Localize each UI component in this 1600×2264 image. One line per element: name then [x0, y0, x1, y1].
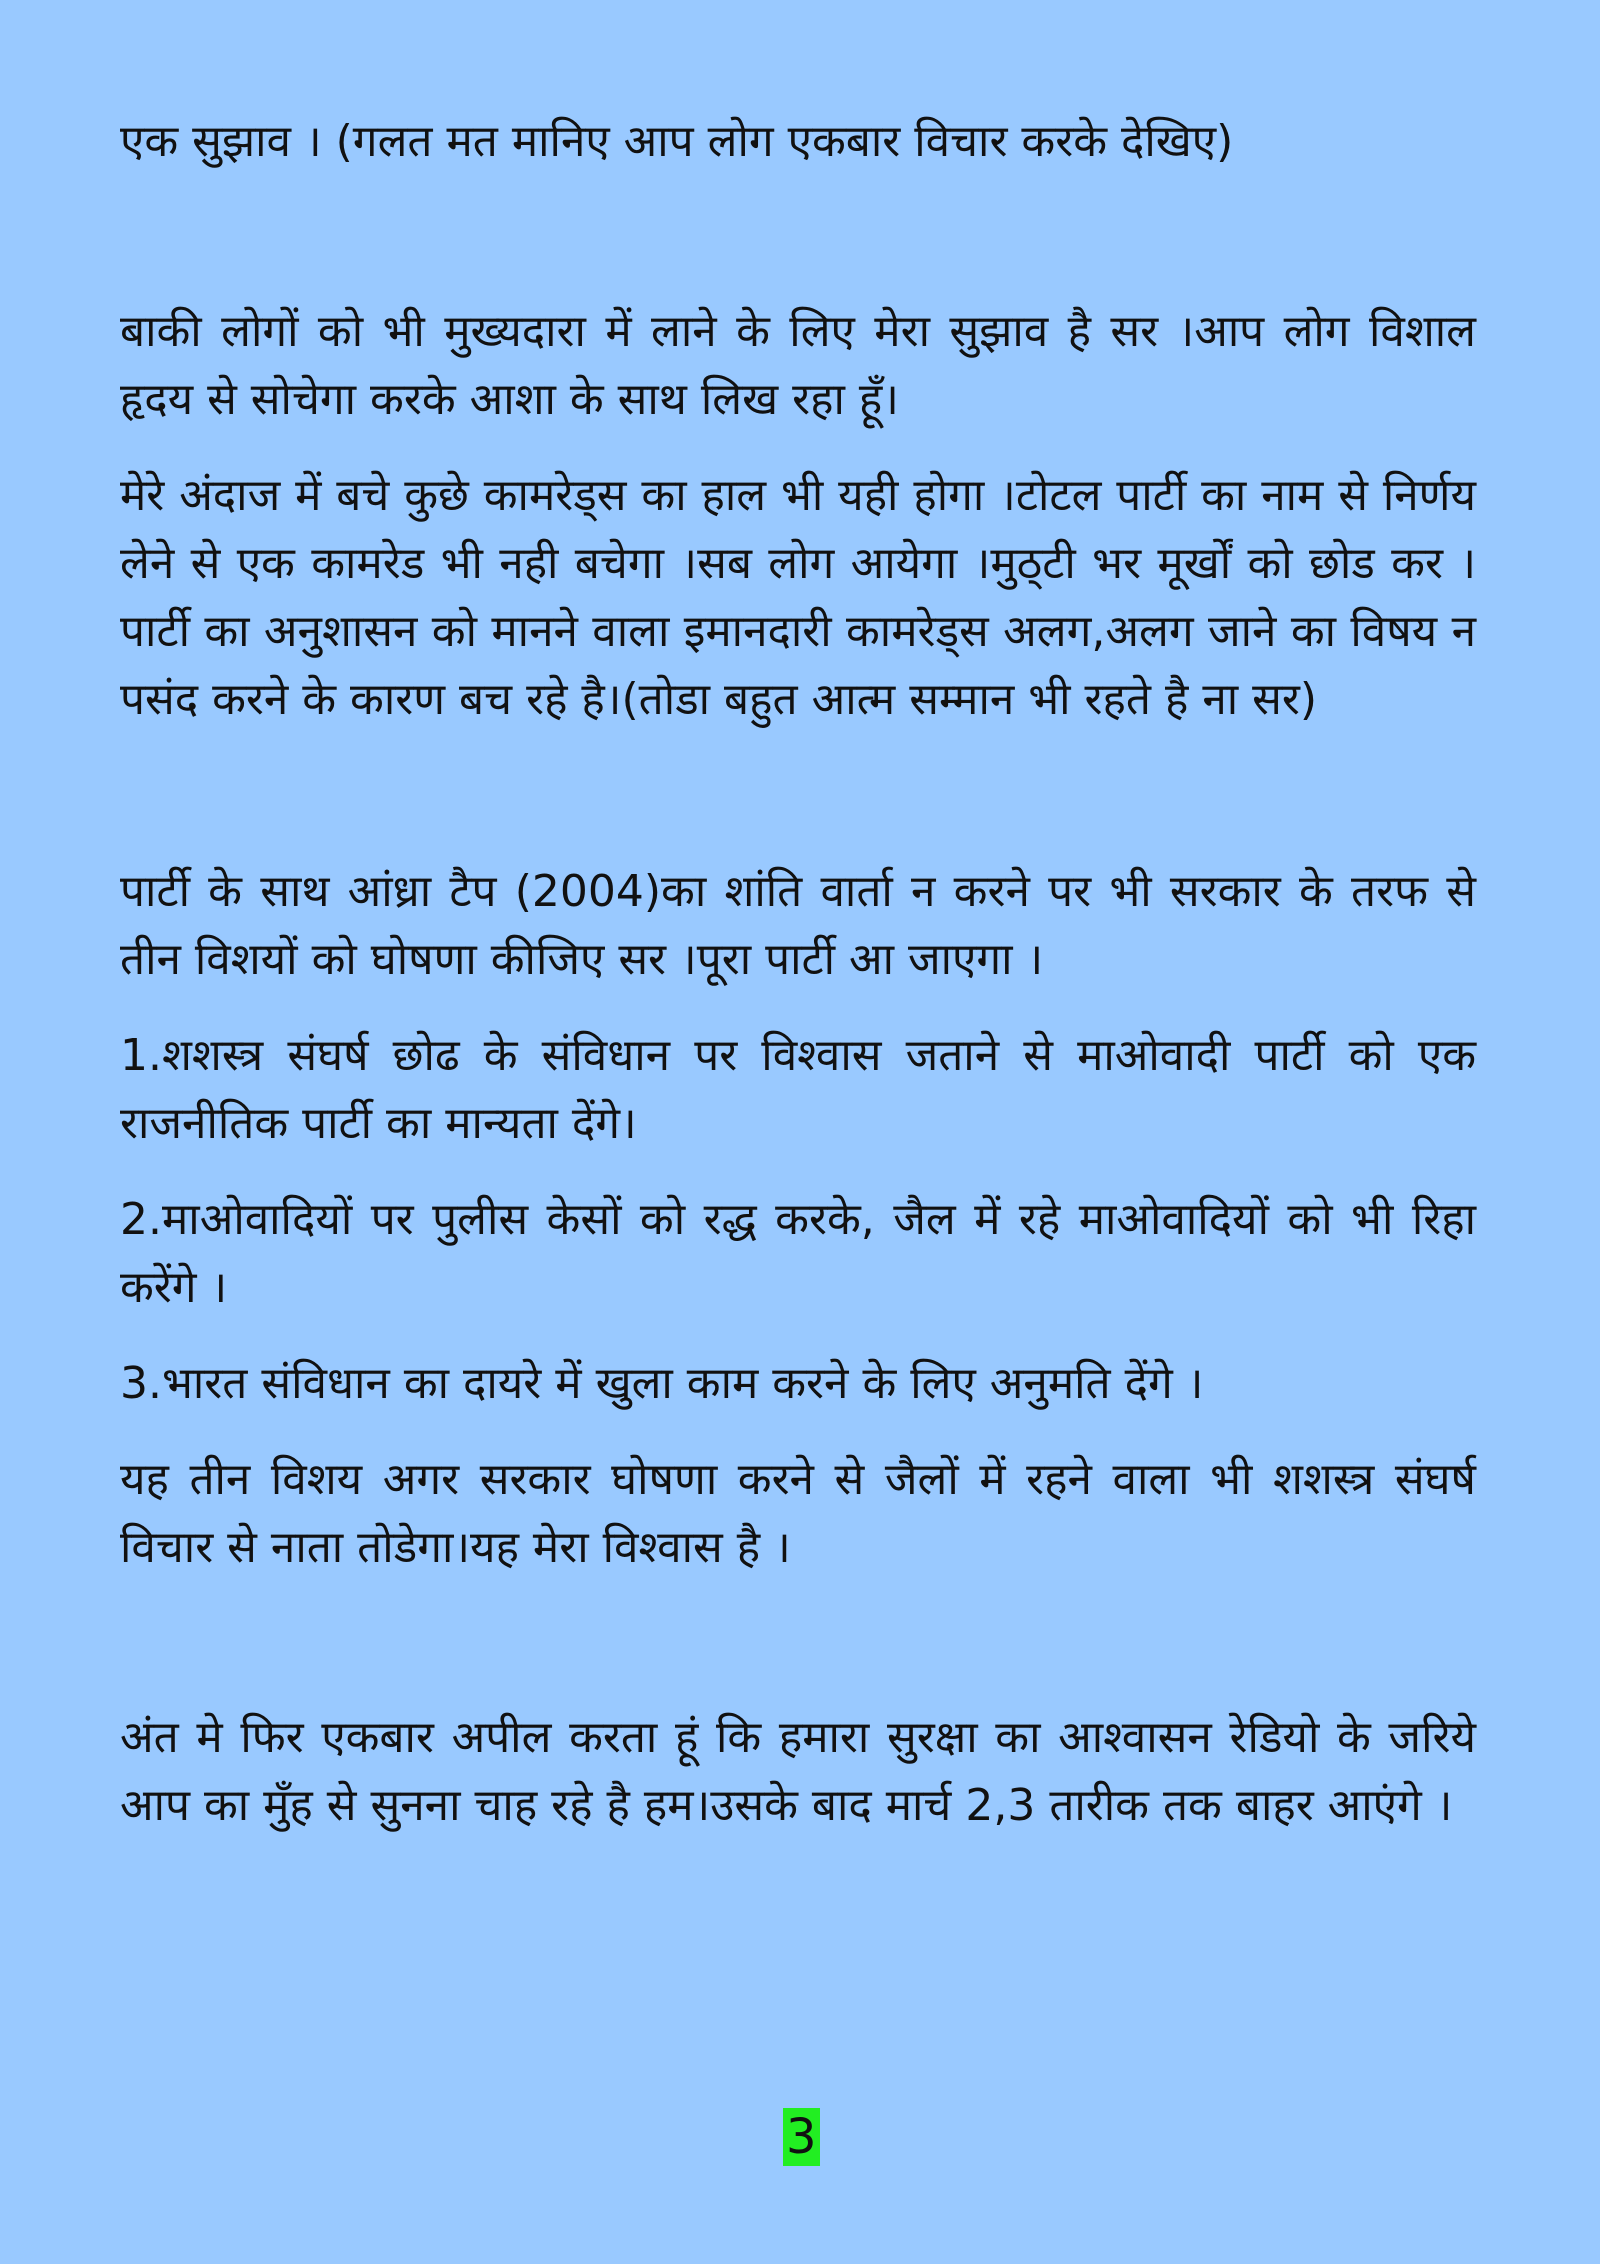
point-3: 3.भारत संविधान का दायरे में खुला काम करने के लिए अनुमति देंगे ।: [120, 1358, 1204, 1409]
paragraph-final-appeal: अंत मे फिर एकबार अपील करता हूं कि हमारा सुरक्षा का आश्वासन रेडियो के जरिये आप का मुँह से सुनना चाह रहे है हम।उसके बाद मार्च 2,3 तारीक तक बाहर आएंगे ।: [120, 1712, 1476, 1831]
point-1: 1.शशस्त्र संघर्ष छोढ के संविधान पर विश्वास जताने से माओवादी पार्टी को एक राजनीतिक पार्टी का मान्यता देंगे।: [120, 1030, 1476, 1149]
paragraph-suggestion-intro: बाकी लोगों को भी मुख्यदारा में लाने के लिए मेरा सुझाव है सर ।आप लोग विशाल हृदय से सोचेगा करके आशा के साथ लिख रहा हूँ।: [120, 306, 1476, 425]
paragraph-three-points-request: पार्टी के साथ आंध्रा टैप (2004)का शांति वार्ता न करने पर भी सरकार के तरफ से तीन विशयों को घोषणा कीजिए सर ।पूरा पार्टी आ जाएगा ।: [120, 866, 1476, 985]
page-number: 3: [783, 2108, 820, 2166]
paragraph-comrades-estimate: मेरे अंदाज में बचे कुछे कामरेड्स का हाल भी यही होगा ।टोटल पार्टी का नाम से निर्णय लेने से एक कामरेड भी नही बचेगा ।सब लोग आयेगा ।मुठ्टी भर मूर्खों को छोड कर ।पार्टी का अनुशासन को मानने वाला इमानदारी कामरेड्स अलग,अलग जाने का विषय न पसंद करने के कारण बच रहे है।(तोडा बहुत आत्म सम्मान भी रहते है ना सर): [120, 470, 1476, 725]
paragraph-belief: यह तीन विशय अगर सरकार घोषणा करने से जैलों में रहने वाला भी शशस्त्र संघर्ष विचार से नाता तोडेगा।यह मेरा विश्वास है ।: [120, 1454, 1476, 1573]
document-body: [120, 108, 1476, 1840]
title-line: एक सुझाव । (गलत मत मानिए आप लोग एकबार विचार करके देखिए): [120, 116, 1234, 167]
point-2: 2.माओवादियों पर पुलीस केसों को रद्ध करके, जैल में रहे माओवादियों को भी रिहा करेंगे ।: [120, 1194, 1476, 1313]
